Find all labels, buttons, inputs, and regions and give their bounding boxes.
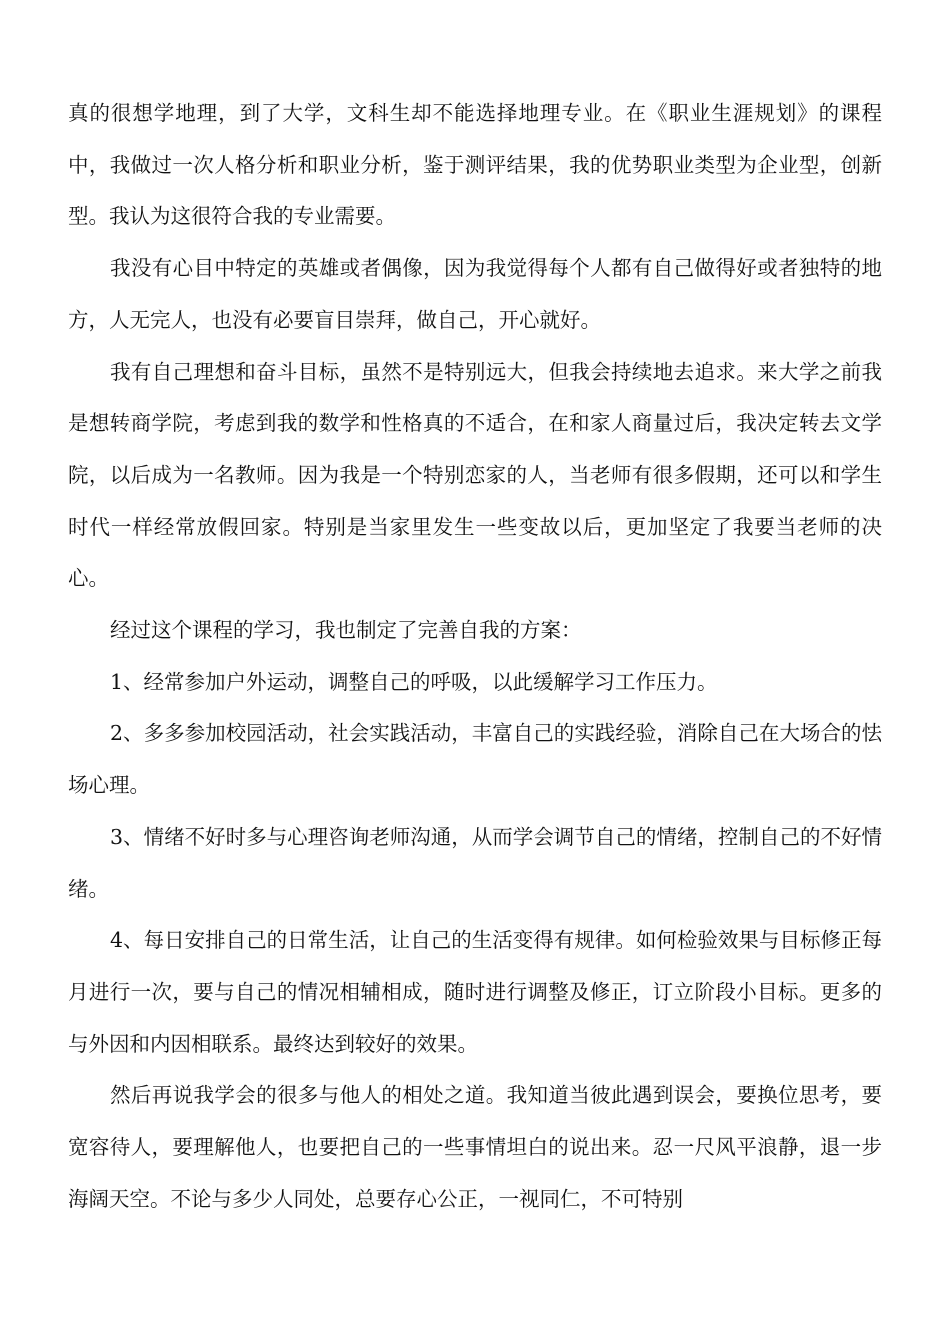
paragraph-plan-intro: 经过这个课程的学习，我也制定了完善自我的方案：: [110, 618, 582, 643]
document-body: [68, 88, 882, 1225]
list-item-1: 1、经常参加户外运动，调整自己的呼吸，以此缓解学习工作压力。: [110, 669, 718, 694]
list-item-4: 4、每日安排自己的日常生活，让自己的生活变得有规律。如何检验效果与目标修正每月进行一次，要与自己的情况相辅相成，随时进行调整及修正，订立阶段小目标。更多的与外因和内因相联系。最终达到较好的效果。: [68, 928, 882, 1056]
list-item-2: 2、多多参加校园活动，社会实践活动，丰富自己的实践经验，消除自己在大场合的怯场心理。: [68, 721, 882, 798]
paragraph-ideals-goals: 我有自己理想和奋斗目标，虽然不是特别远大，但我会持续地去追求。来大学之前我是想转商学院，考虑到我的数学和性格真的不适合，在和家人商量过后，我决定转去文学院，以后成为一名教师。因为我是一个特别恋家的人，当老师有很多假期，还可以和学生时代一样经常放假回家。特别是当家里发生一些变故以后，更加坚定了我要当老师的决心。: [68, 359, 882, 591]
list-item-3: 3、情绪不好时多与心理咨询老师沟通，从而学会调节自己的情绪，控制自己的不好情绪。: [68, 824, 882, 901]
paragraph-no-idol: 我没有心目中特定的英雄或者偶像，因为我觉得每个人都有自己做得好或者独特的地方，人无完人，也没有必要盲目崇拜，做自己，开心就好。: [68, 256, 882, 332]
paragraph-continuation: 真的很想学地理，到了大学，文科生却不能选择地理专业。在《职业生涯规划》的课程中，我做过一次人格分析和职业分析，鉴于测评结果，我的优势职业类型为企业型，创新型。我认为这很符合我的专业需要。: [68, 101, 882, 229]
paragraph-getting-along: 然后再说我学会的很多与他人的相处之道。我知道当彼此遇到误会，要换位思考，要宽容待人，要理解他人，也要把自己的一些事情坦白的说出来。忍一尺风平浪静，退一步海阔天空。不论与多少人同处，总要存心公正，一视同仁，不可特别: [68, 1083, 882, 1211]
